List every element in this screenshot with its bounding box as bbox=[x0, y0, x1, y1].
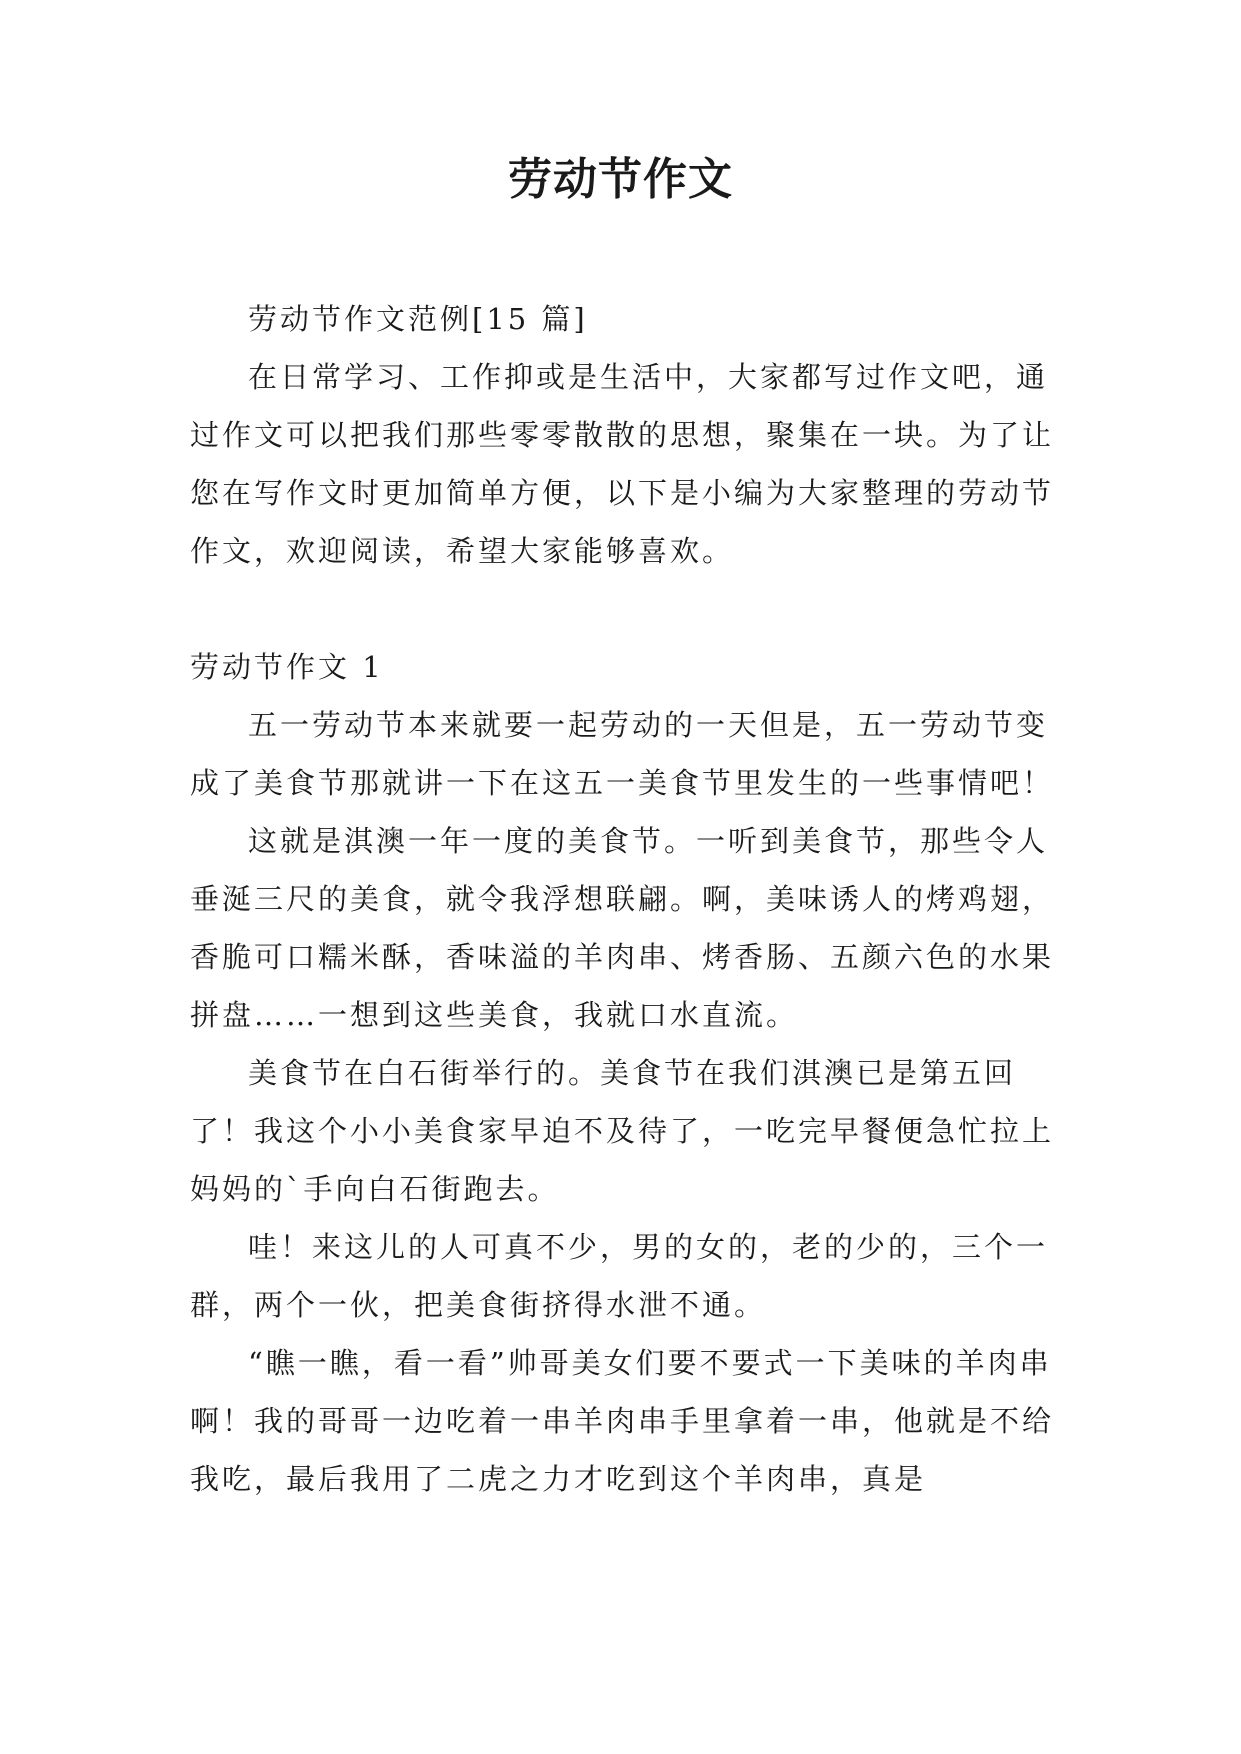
paragraph: 这就是淇澳一年一度的美食节。一听到美食节，那些令人垂涎三尺的美食，就令我浮想联翩。啊，美味诱人的烤鸡翅，香脆可口糯米酥，香味溢的羊肉串、烤香肠、五颜六色的水果拼盘……一想到这些美食，我就口水直流。 bbox=[190, 824, 1055, 1032]
document-title: 劳动节作文 bbox=[508, 154, 733, 205]
section-heading: 劳动节作文 1 bbox=[190, 650, 384, 684]
paragraph: 美食节在白石街举行的。美食节在我们淇澳已是第五回了！我这个小小美食家早迫不及待了，一吃完早餐便急忙拉上妈妈的`手向白石街跑去。 bbox=[190, 1056, 1055, 1206]
document-subtitle: 劳动节作文范例[15 篇] bbox=[248, 302, 588, 336]
intro-paragraph: 在日常学习、工作抑或是生活中，大家都写过作文吧，通过作文可以把我们那些零零散散的思想，聚集在一块。为了让您在写作文时更加简单方便，以下是小编为大家整理的劳动节作文，欢迎阅读，希望大家能够喜欢。 bbox=[190, 360, 1055, 568]
paragraph: 五一劳动节本来就要一起劳动的一天但是，五一劳动节变成了美食节那就讲一下在这五一美食节里发生的一些事情吧！ bbox=[190, 708, 1055, 800]
document-body bbox=[190, 290, 1060, 1508]
paragraph: “瞧一瞧，看一看”帅哥美女们要不要式一下美味的羊肉串啊！我的哥哥一边吃着一串羊肉串手里拿着一串，他就是不给我吃，最后我用了二虎之力才吃到这个羊肉串，真是 bbox=[190, 1346, 1055, 1496]
paragraph: 哇！来这儿的人可真不少，男的女的，老的少的，三个一群，两个一伙，把美食街挤得水泄不通。 bbox=[190, 1230, 1049, 1322]
